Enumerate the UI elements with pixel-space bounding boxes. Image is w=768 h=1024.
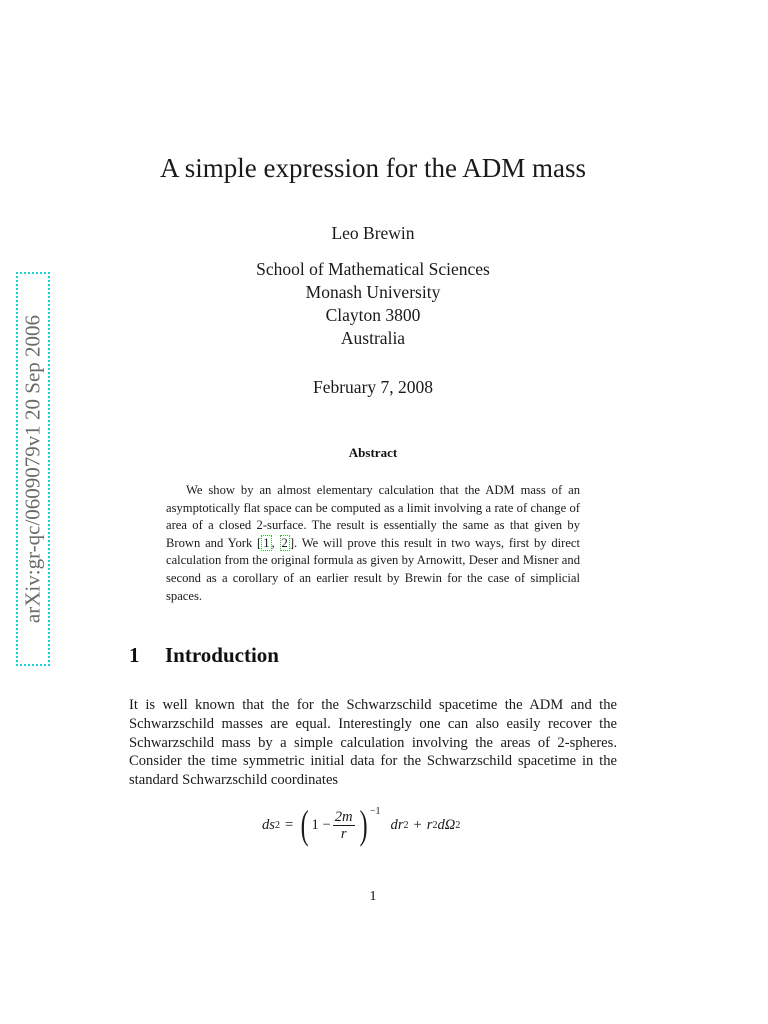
page-number: 1 xyxy=(369,889,377,904)
arxiv-identifier: arXiv:gr-qc/0609079v1 20 Sep 2006 xyxy=(20,314,45,624)
affiliation-line-1: School of Mathematical Sciences xyxy=(256,259,490,279)
eq-one-minus: 1 − xyxy=(311,816,331,833)
eq-lhs: ds xyxy=(262,816,275,833)
section-heading xyxy=(129,643,279,668)
eq-frac-numerator: 2m xyxy=(334,808,353,825)
affiliation-line-2: Monash University xyxy=(305,282,441,302)
eq-equals: = xyxy=(284,816,294,833)
eq-exponent: −1 xyxy=(369,805,381,817)
eq-dr-sup: 2 xyxy=(403,819,409,831)
eq-lhs-sup: 2 xyxy=(274,819,280,831)
paper-title: A simple expression for the ADM mass xyxy=(160,153,586,183)
abstract-text-part-2: ]. We will prove this result in two ways, first by direct calculation from the original formula as given by Arnowitt, Deser and Misner and second as a corollary of an earlier result by Brewin for the case of simplicial spaces. xyxy=(166,535,581,603)
affiliation-line-4: Australia xyxy=(340,328,406,348)
abstract-heading: Abstract xyxy=(348,445,398,460)
section-number: 1 xyxy=(129,643,140,667)
paper-date: February 7, 2008 xyxy=(312,377,434,397)
author-name: Leo Brewin xyxy=(331,223,415,243)
citation-link-2[interactable] xyxy=(280,535,290,551)
eq-r-sup: 2 xyxy=(432,819,438,831)
eq-fraction xyxy=(333,809,355,842)
eq-plus: + xyxy=(413,816,422,833)
citation-link-1[interactable] xyxy=(261,535,271,551)
affiliation-line-3: Clayton 3800 xyxy=(325,305,421,325)
eq-dr: dr xyxy=(390,816,404,833)
citation-1-label: 1 xyxy=(263,535,270,550)
eq-right-paren: ) xyxy=(359,802,368,847)
eq-domega: dΩ xyxy=(437,816,456,833)
citation-2-label: 2 xyxy=(281,535,288,550)
eq-r: r xyxy=(426,816,433,833)
citation-separator: , xyxy=(271,535,280,550)
eq-frac-denominator: r xyxy=(340,825,347,842)
intro-paragraph: It is well known that the for the Schwarzschild spacetime the ADM and the Schwarzschild masses are equal. Interestingly one can also easily recover the Schwarzschild mass by a simple calculation involving the areas of 2-spheres. Consider the time symmetric initial data for the Schwarzschild spacetime in the standard Schwarzschild coordinates xyxy=(129,697,617,789)
eq-domega-sup: 2 xyxy=(455,819,461,831)
abstract-text-part-1: We show by an almost elementary calculation that the ADM mass of an asymptotically flat space can be computed as a limit involving a rate of change of area of a closed 2-surface. The result is essentially the same as that given by Brown and York [ xyxy=(166,483,580,550)
eq-left-paren: ( xyxy=(300,802,309,847)
section-title: Introduction xyxy=(165,643,279,667)
abstract-text xyxy=(166,482,580,605)
schwarzschild-metric-equation xyxy=(262,800,460,850)
